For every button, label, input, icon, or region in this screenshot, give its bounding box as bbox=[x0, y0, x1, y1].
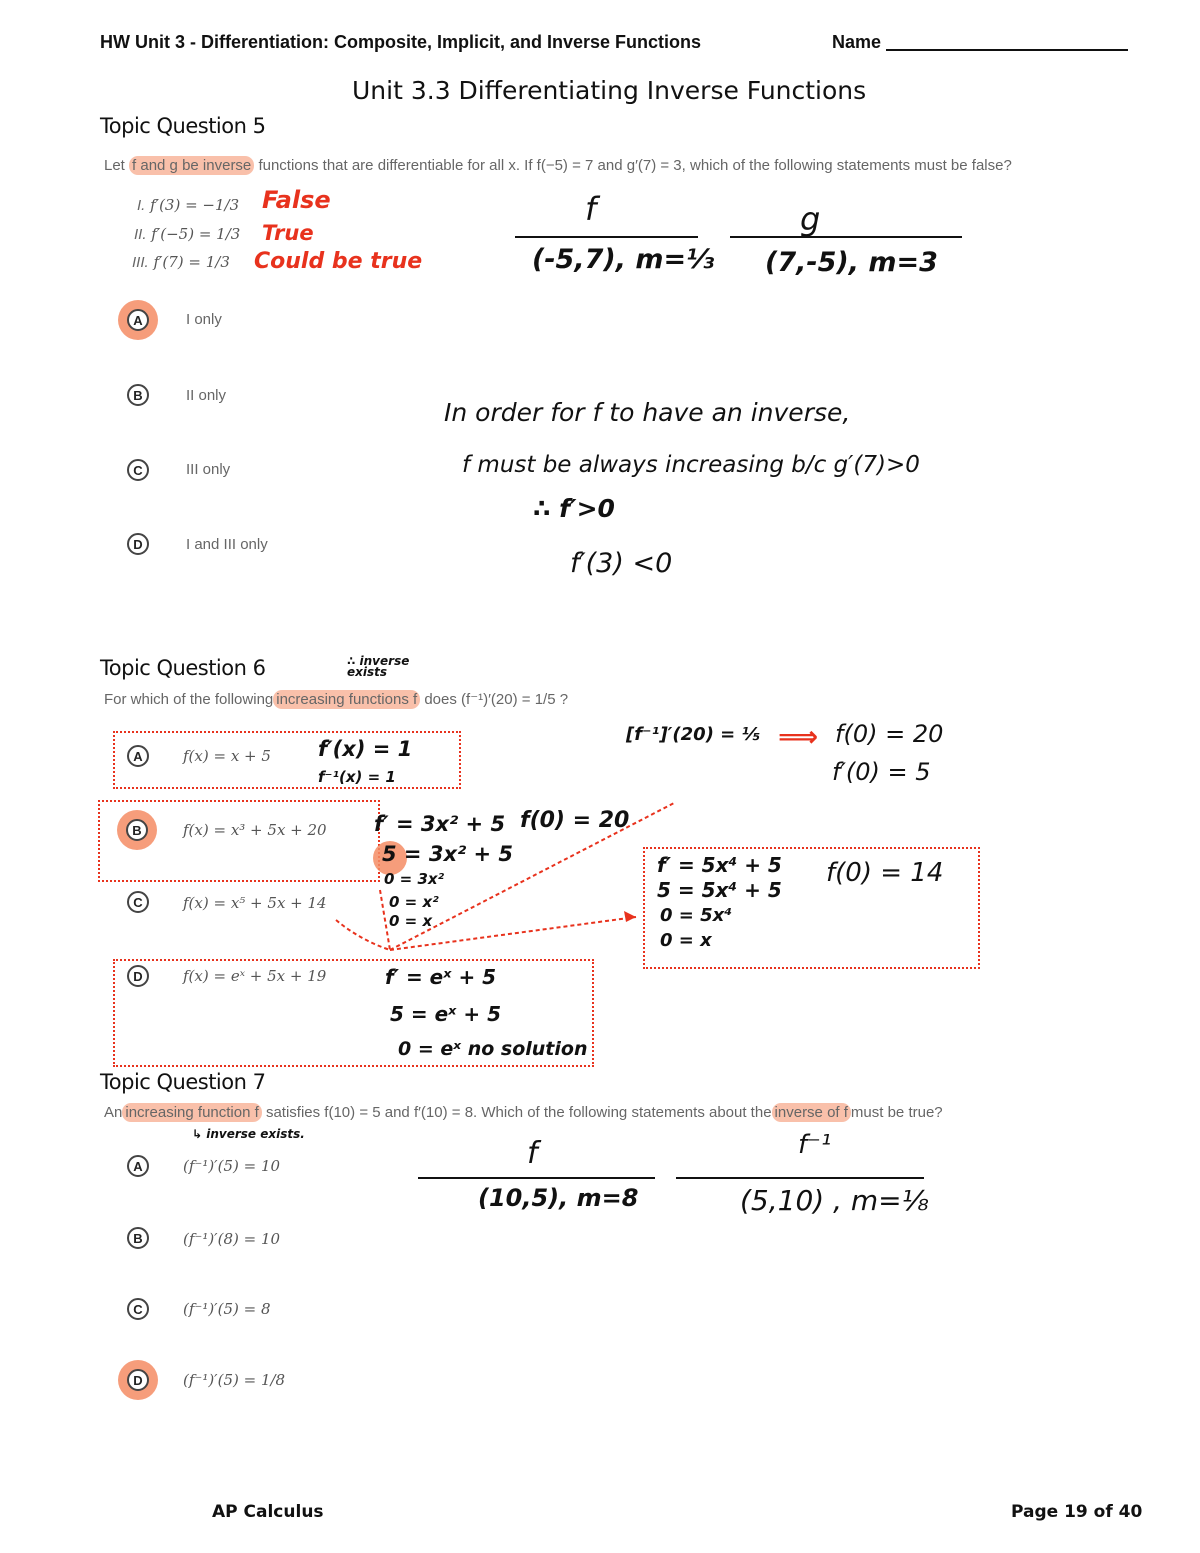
arrowhead-c-work bbox=[624, 911, 636, 922]
footer-page-number: Page 19 of 40 bbox=[1011, 1502, 1143, 1522]
q7-prompt bbox=[104, 1104, 943, 1121]
q7-table-finv-line bbox=[676, 1177, 924, 1179]
arrow-from-c-option bbox=[336, 920, 390, 950]
q5-option-d-bubble[interactable]: D bbox=[127, 533, 149, 555]
q5-statement-2: II. f′(−5) = 1/3 bbox=[134, 225, 241, 243]
q7-prompt-highlight: increasing function f bbox=[122, 1103, 261, 1122]
q6-work-b-line-1: f′ = 3x² + 5 bbox=[374, 812, 506, 836]
q6-option-c-bubble[interactable]: C bbox=[127, 891, 149, 913]
q7-option-c-text: (f⁻¹)′(5) = 8 bbox=[183, 1300, 271, 1318]
q5-table-f-head: f bbox=[585, 190, 597, 228]
q5-work-line-2: f must be always increasing b/c g′(7)>0 bbox=[462, 452, 920, 478]
q6-option-c-text: f(x) = x⁵ + 5x + 14 bbox=[183, 894, 327, 912]
q6-top-work-right-2: f′(0) = 5 bbox=[832, 758, 931, 786]
q5-option-c-bubble[interactable]: C bbox=[127, 459, 149, 481]
q7-table-f-head: f bbox=[527, 1136, 538, 1171]
q6-side-note: ∴ inverse exists bbox=[347, 654, 410, 679]
q5-note-true: True bbox=[262, 221, 314, 245]
q6-option-b-text: f(x) = x³ + 5x + 20 bbox=[183, 821, 327, 839]
q7-table-finv-body: (5,10) , m=⅛ bbox=[740, 1184, 929, 1217]
q6-work-d-line-1: f′ = eˣ + 5 bbox=[385, 965, 497, 989]
topic-question-6-heading: Topic Question 6 bbox=[100, 656, 266, 680]
q6-work-b-right: f(0) = 20 bbox=[520, 808, 630, 833]
q6-option-d-bubble[interactable]: D bbox=[127, 965, 149, 987]
q5-option-d-text: I and III only bbox=[186, 536, 268, 553]
q7-option-c-bubble[interactable]: C bbox=[127, 1298, 149, 1320]
q5-option-b-text: II only bbox=[186, 387, 227, 404]
q6-work-c-line-2: 5 = 5x⁴ + 5 bbox=[657, 878, 782, 902]
q6-option-b-bubble[interactable]: B bbox=[126, 819, 148, 841]
q5-table-f-body: (-5,7), m=⅓ bbox=[532, 244, 715, 275]
q6-work-c-right: f(0) = 14 bbox=[826, 858, 944, 888]
q7-option-d-bubble[interactable]: D bbox=[127, 1369, 149, 1391]
q5-option-a-text: I only bbox=[186, 311, 222, 328]
q6-prompt-pre: For which of the following bbox=[104, 691, 274, 708]
q6-work-b-line-3: 0 = 3x² bbox=[384, 870, 445, 888]
q7-option-a-bubble[interactable]: A bbox=[127, 1155, 149, 1177]
q7-prompt-mid: satisfies f(10) = 5 and f′(10) = 8. Which of the following statements about the bbox=[265, 1104, 772, 1121]
q7-prompt-highlight-2: inverse of f bbox=[772, 1103, 851, 1122]
q7-table-f-line bbox=[418, 1177, 655, 1179]
q6-option-d-text: f(x) = eˣ + 5x + 19 bbox=[183, 967, 327, 985]
q7-option-d-text: (f⁻¹)′(5) = 1/8 bbox=[183, 1371, 286, 1389]
q5-work-line-3: ∴ f′>0 bbox=[533, 494, 615, 523]
q6-work-b-line-4: 0 = x² bbox=[389, 893, 439, 911]
q5-prompt-pre: Let bbox=[104, 157, 125, 174]
unit-title: Unit 3.3 Differentiating Inverse Functions bbox=[352, 76, 867, 105]
q6-option-a-text: f(x) = x + 5 bbox=[183, 747, 271, 765]
q7-option-b-text: (f⁻¹)′(8) = 10 bbox=[183, 1230, 281, 1248]
q5-work-line-1: In order for f to have an inverse, bbox=[444, 398, 851, 427]
q5-option-a-bubble[interactable]: A bbox=[127, 309, 149, 331]
q5-table-g-body: (7,-5), m=3 bbox=[765, 247, 938, 278]
q5-prompt-highlight: f and g be inverse bbox=[129, 156, 254, 175]
q6-prompt-post: does (f⁻¹)′(20) = 1/5 ? bbox=[424, 691, 569, 708]
topic-question-5-heading: Topic Question 5 bbox=[100, 114, 266, 138]
q5-statement-3: III. f′(7) = 1/3 bbox=[132, 253, 230, 271]
q7-option-a-text: (f⁻¹)′(5) = 10 bbox=[183, 1157, 281, 1175]
q6-work-c-line-4: 0 = x bbox=[660, 930, 712, 951]
q7-option-b-bubble[interactable]: B bbox=[127, 1227, 149, 1249]
q7-prompt-post: must be true? bbox=[850, 1104, 943, 1121]
q5-option-c-text: III only bbox=[186, 461, 231, 478]
q6-top-work-right-1: f(0) = 20 bbox=[835, 720, 944, 748]
q7-side-note: ↳ inverse exists. bbox=[192, 1127, 305, 1141]
q5-note-could-be-true: Could be true bbox=[254, 249, 423, 274]
q6-top-work-left: [f⁻¹]′(20) = ⅕ bbox=[626, 724, 761, 745]
q5-work-line-4: f′(3) <0 bbox=[570, 548, 673, 579]
q5-note-false: False bbox=[262, 186, 331, 214]
q7-table-finv-head: f⁻¹ bbox=[798, 1130, 832, 1160]
q5-option-b-bubble[interactable]: B bbox=[127, 384, 149, 406]
name-label: Name bbox=[832, 32, 882, 52]
q6-work-d-line-3: 0 = eˣ no solution bbox=[398, 1038, 588, 1060]
q6-prompt-highlight: increasing functions f bbox=[273, 690, 420, 709]
q7-table-f-body: (10,5), m=8 bbox=[478, 1184, 639, 1212]
q5-prompt-post: functions that are differentiable for all x. If f(−5) = 7 and g′(7) = 3, which of the following statements must be false? bbox=[258, 157, 1012, 174]
q6-work-b-line-5: 0 = x bbox=[389, 912, 433, 930]
q5-table-g-head: g bbox=[800, 200, 821, 238]
q6-work-a-line-2: f⁻¹(x) = 1 bbox=[318, 768, 396, 786]
q6-top-work-arrow: ⟹ bbox=[778, 720, 819, 753]
q6-option-a-bubble[interactable]: A bbox=[127, 745, 149, 767]
worksheet-header-title: HW Unit 3 - Differentiation: Composite, Implicit, and Inverse Functions bbox=[100, 32, 702, 52]
q6-work-c-line-1: f′ = 5x⁴ + 5 bbox=[657, 853, 782, 877]
q5-statement-1: I. f′(3) = −1/3 bbox=[137, 196, 240, 214]
q7-prompt-pre: An bbox=[104, 1104, 123, 1121]
q6-work-a-line-1: f′(x) = 1 bbox=[318, 737, 413, 761]
q6-work-c-line-3: 0 = 5x⁴ bbox=[660, 905, 733, 926]
topic-question-7-heading: Topic Question 7 bbox=[100, 1070, 266, 1094]
q6-work-d-line-2: 5 = eˣ + 5 bbox=[390, 1002, 502, 1026]
q6-work-b-line-2: 5 = 3x² + 5 bbox=[382, 842, 514, 866]
footer-course: AP Calculus bbox=[212, 1502, 324, 1522]
